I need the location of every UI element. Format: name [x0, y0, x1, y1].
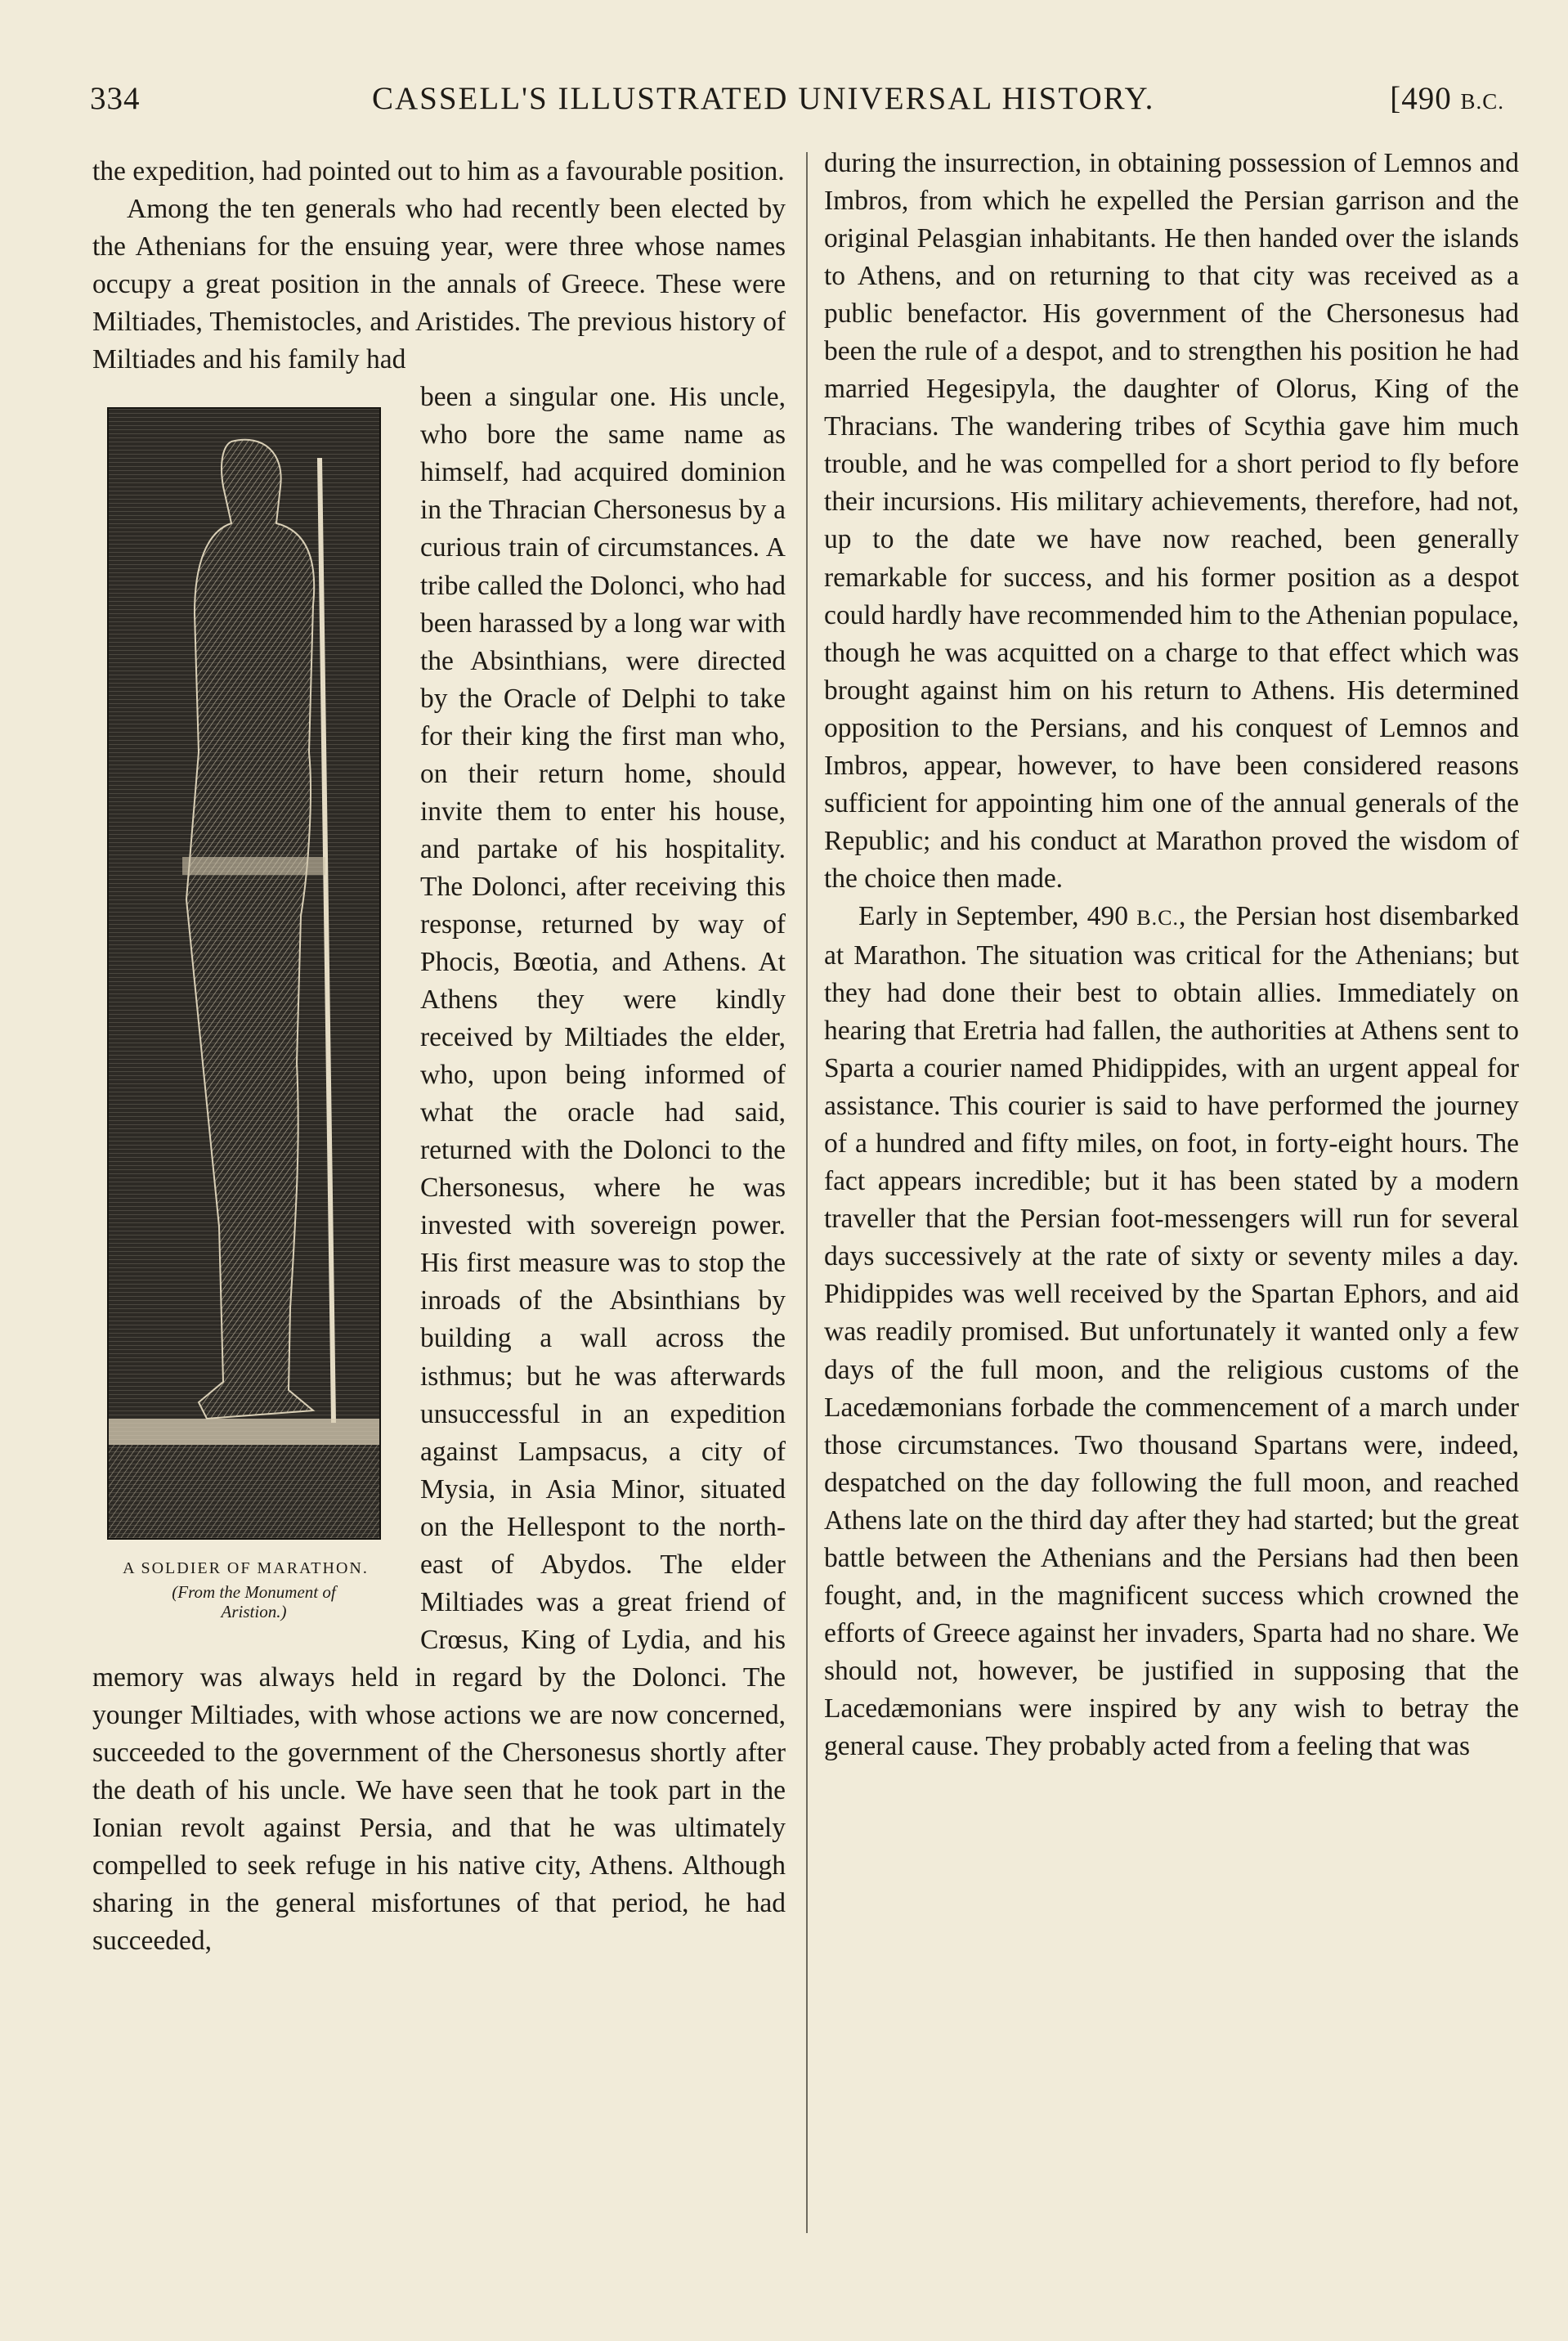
- column-divider: [806, 152, 808, 2233]
- figure-source-line-1: (From the Monument of: [172, 1582, 336, 1603]
- left-column: [92, 153, 786, 2230]
- header-date-era: B.C.: [1460, 89, 1504, 114]
- figure-source: [92, 1582, 399, 1621]
- page-number: 334: [90, 81, 141, 116]
- left-paragraph-2-wrapped: been a singular one. His uncle, who bore the same name as himself, had acquired dominion in the Thracian Chersonesus by a curious train of circumstances. A tribe called the Dolonci, who had been harassed by a long war with the Absinthians, were directed by the Oracle of Delphi to take for their king the first man who, on their return home, should invite them to enter his house, and partake of his hospitality. The Dolonci, after receiving this response, returned by way of Phocis, Bœotia, and Athens. At Athens they were kindly received by Miltiades the elder, who, upon being informed of what the oracle had said, returned with the Dolonci to the Chersonesus, where he was invested with sovereign power. His first measure was to stop the inroads of the Absinthians by building a wall across the isthmus; but he was afterwards unsuccessful in an expedition against Lampsacus, a city of Mysia, in Asia Minor, situated on the Hellespont to the north-east of Abydos. The elder Miltiades was a great friend of Crœsus, King of Lydia, and his memory was always held in regard by the Dolonci. The younger Miltiades, with whose actions we are now concerned, succeeded to the government of the Chersonesus shortly after the death of his uncle. We have seen that he took part in the Ionian revolt against Persia, and that he was ultimately compelled to seek refuge in his native city, Athens. Although sharing in the general misfortunes of that period, he had succeeded,: [92, 382, 786, 1957]
- right-paragraph-2-rest: , the Persian host disembarked at Marathon. The situation was critical for the Athenians; but they had done their best to obtain allies. Immediately on hearing that Eretria had fallen, the authorities at Athens sent to Sparta a courier named Phidippides, with an urgent appeal for assistance. This courier is said to have performed the journey of a hundred and fifty miles, on foot, in forty-eight hours. The fact appears incredible; but it has been stated by a modern traveller that the Persian foot-messengers will run for several days successively at the rate of sixty or seventy miles a day. Phidippides was well received by the Spartan Ephors, and aid was readily promised. But unfortunately it wanted only a few days of the full moon, and the religious customs of the Lacedæmonians forbade the commencement of a march under those circumstances. Two thousand Spartans were, indeed, despatched on the day following the full moon, and reached Athens late on the third day after they had started; but the great battle between the Athenians and the Persians had then been fought, and, in the magnificent success which crowned the efforts of Greece against her invaders, Sparta had no share. We should not, however, be justified in supposing that the Lacedæmonians were inspired by any wish to betray the general cause. They probably acted from a feeling that was: [824, 900, 1519, 1761]
- soldier-engraving: [107, 407, 381, 1540]
- left-paragraph-2-intro: Among the ten generals who had recently been elected by the Athenians for the ensuing year, were three whose names occupy a great position in the annals of Greece. These were Miltiades, Themistocles, and Aristides. The previous history of Miltiades and his family had: [92, 194, 786, 375]
- figure-source-line-2: Aristion.): [221, 1602, 287, 1622]
- right-column: [824, 145, 1519, 2238]
- right-paragraph-2-era: B.C.: [1136, 905, 1179, 930]
- figure-caption: A SOLDIER OF MARATHON.: [123, 1559, 369, 1578]
- figure-soldier-of-marathon: [92, 379, 399, 1638]
- right-paragraph-2-start: Early in September, 490: [858, 900, 1137, 931]
- soldier-illustration: [109, 409, 379, 1538]
- header-date-prefix: [490: [1390, 81, 1461, 116]
- header-date: [1390, 80, 1504, 117]
- left-paragraph-1: the expedition, had pointed out to him as a favourable position.: [92, 156, 785, 186]
- right-paragraph-2: [824, 898, 1519, 1765]
- running-header: [90, 74, 1504, 123]
- running-title: CASSELL'S ILLUSTRATED UNIVERSAL HISTORY.: [372, 81, 1155, 116]
- right-paragraph-1: during the insurrection, in obtaining possession of Lemnos and Imbros, from which he expelled the Persian garrison and the original Pelasgian inhabitants. He then handed over the islands to Athens, and on returning to that city was received as a public benefactor. His government of the Chersonesus had been the rule of a despot, and to strengthen his position he had married Hegesipyla, the daughter of Olorus, King of the Thracians. The wandering tribes of Scythia gave him much trouble, and he was compelled for a short period to fly before their incursions. His military achievements, therefore, had not, up to the date we have now reached, been generally remarkable for success, and his former position as a despot could hardly have recommended him to the Athenian populace, though he was acquitted on a charge to that effect which was brought against him on his return to Athens. His determined opposition to the Persians, and his conquest of Lemnos and Imbros, appear, however, to have been considered reasons sufficient for appointing him one of the annual generals of the Republic; and his conduct at Marathon proved the wisdom of the choice then made.: [824, 148, 1519, 894]
